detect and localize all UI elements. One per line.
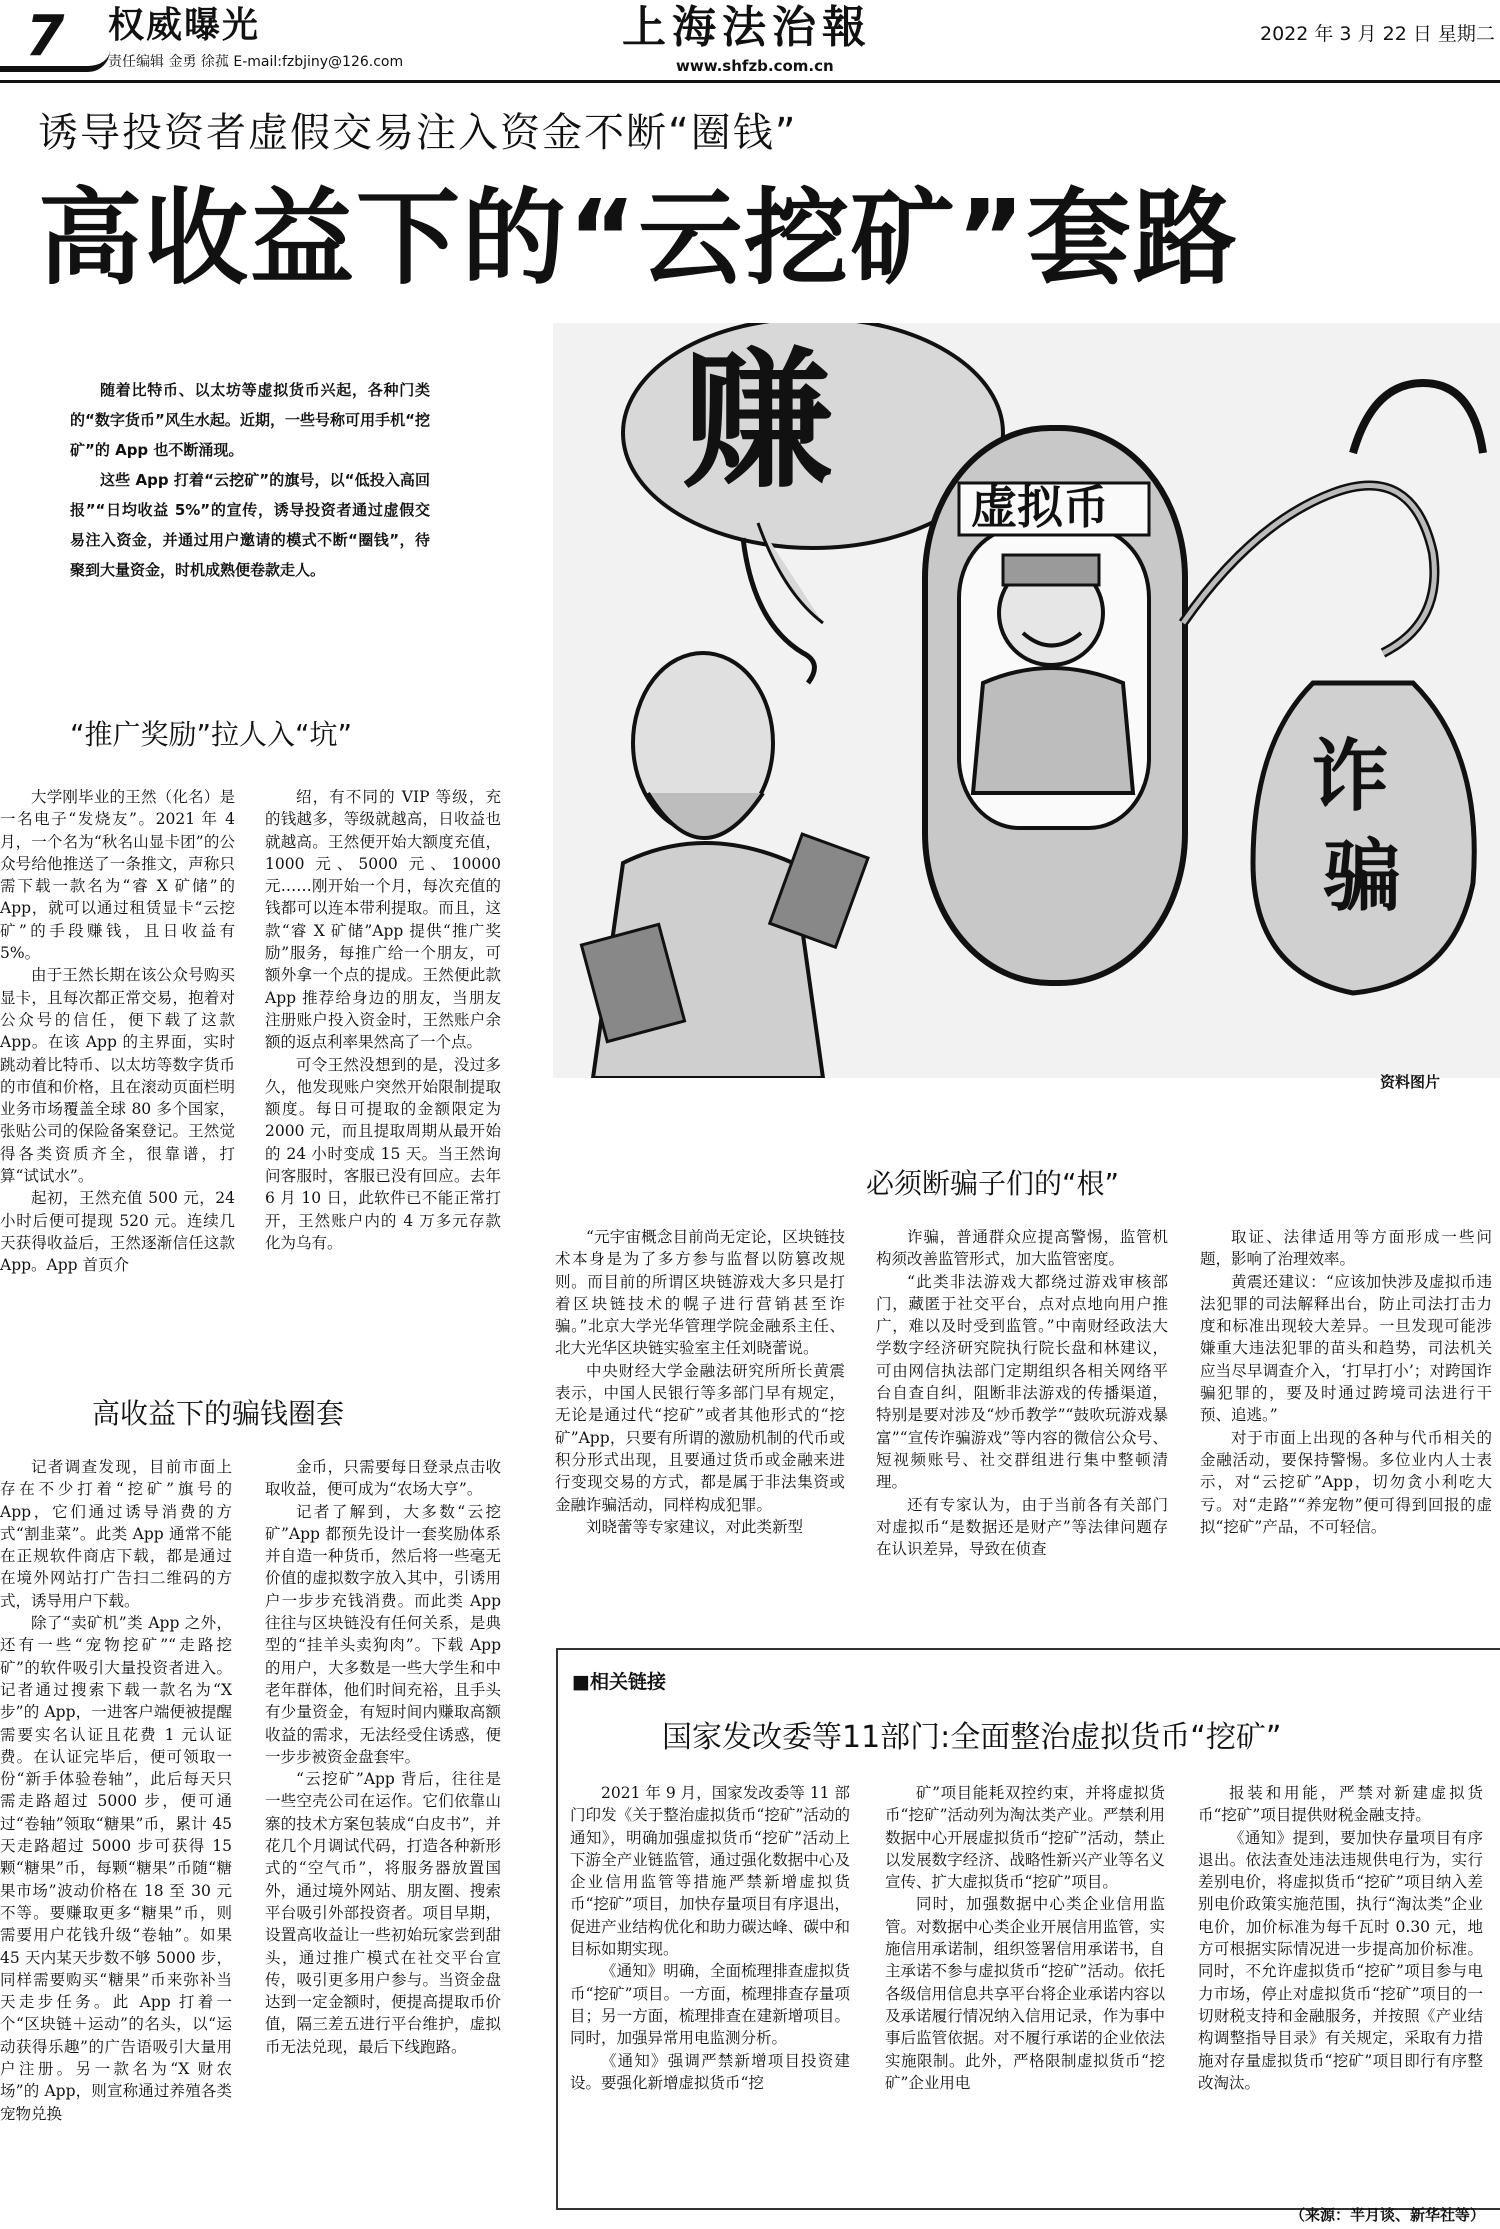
label-earn: 赚 — [683, 335, 834, 509]
section1-column-2 — [265, 786, 501, 1254]
article-lead — [70, 375, 430, 585]
paragraph: 《通知》强调严禁新增项目投资建设。要强化新增虚拟货币“挖 — [570, 2051, 850, 2092]
paragraph: 除了“卖矿机”类 App 之外，还有一些“宠物挖矿”“走路挖矿”的软件吸引大量投资者进入。记者通过搜索下载一款名为“X 步”的 App，一进客户端便被提醒需要实名认证且花费 1 元认证费。在认证完毕后，便可领取一份“新手体验卷轴”，此后每天只需走路超过 5000 步，便可通过“卷轴”领取“糖果”币，累计 45 天走路超过 5000 步可获得 15 颗“糖果”币，每颗“糖果”币随“糖果市场”波动价格在 18 至 30 元不等。要赚取更多“糖果”币，则需要用户花钱升级“卷轴”。如果 45 天内某天步数不够 5000 步，同样需要购买“糖果”币来弥补当天走步任务。此 App 打着一个“区块链＋运动”的名头，以“运动获得乐趣”的广告语吸引大量用户注册。另一款名为“X 财农场”的 App，则宣称通过养殖各类宠物兑换 — [0, 1614, 232, 2123]
page-number-swoosh — [0, 50, 110, 72]
paragraph: 可令王然没想到的是，没过多久，他发现账户突然开始限制提取额度。每日可提取的金额限定为 2000 元，而且提取周期从最开始的 24 小时变成 15 天。当王然询问客服时，客服已没有回应。去年 6 月 10 日，此软件已不能正常打开，王然账户内的 4 万多元存款化为乌有。 — [265, 1055, 501, 1252]
illustration-caption: 资料图片 — [1380, 1073, 1441, 1091]
paragraph: “此类非法游戏大都绕过游戏审核部门，藏匿于社交平台，点对点地向用户推广，难以及时受到监管。”中南财经政法大学数字经济研究院执行院长盘和林建议，可由网信执法部门定期组织各相关网络平台自查自纠，阻断非法游戏的传播渠道，特别是要对涉及“炒币教学”“鼓吹玩游戏暴富”“宣传诈骗游戏”等内容的微信公众号、短视频账号、社交群组进行集中整顿清理。 — [876, 1272, 1168, 1492]
paragraph: 由于王然长期在该公众号购买显卡，且每次都正常交易，抱着对公众号的信任，便下载了这款 App。在该 App 的主界面，实时跳动着比特币、以太坊等数字货币的市值和价格，且在滚动页面栏明业务市场覆盖全球 80 多个国家，张贴公司的保险备案登记。王然觉得各类资质齐全，很靠谱，打算“试试水”。 — [0, 966, 235, 1186]
paragraph: 记者了解到，大多数“云挖矿”App 都预先设计一套奖励体系并自造一种货币，然后将一些毫无价值的虚拟数字放入其中，引诱用户一步步充钱消费。而此类 App 往往与区块链没有任何关系，是典型的“挂羊头卖狗肉”。下载 App 的用户，大多数是一些大学生和中老年群体，他们时间充裕，且手头有少量资金，有短时间内赚取高额收益的需求，无法经受住诱惑，便一步步被资金盘套牢。 — [265, 1502, 501, 1766]
section3-heading: 必须断骗子们的“根” — [866, 1167, 1120, 1200]
section3-column-3 — [1200, 1226, 1492, 1538]
paragraph: 同时，加强数据中心类企业信用监管。对数据中心类企业开展信用监管，实施信用承诺制，组织签署信用承诺书，自主承诺不参与虚拟货币“挖矿”活动。依托各级信用信息共享平台将企业承诺内容以及承诺履行情况纳入信用记录，作为事中事后监管依据。对不履行承诺的企业依法实施限制。此外，严格限制虚拟货币“挖矿”企业用电 — [885, 1895, 1165, 2092]
paragraph: 对于市面上出现的各种与代币相关的金融活动，要保持警惕。多位业内人士表示，对“云挖矿”App，切勿贪小利吃大亏。对“走路”“养宠物”便可得到回报的虚拟“挖矿”产品，不可轻信。 — [1200, 1428, 1492, 1536]
source-credit: （来源：半月谈、新华社等） — [1290, 2206, 1486, 2224]
header-rule — [0, 80, 1500, 83]
section3-column-1 — [555, 1226, 845, 1538]
section2-column-1 — [0, 1456, 232, 2125]
related-column-2 — [885, 1782, 1165, 2094]
website-url: www.shfzb.com.cn — [676, 57, 834, 75]
paragraph: 《通知》明确，全面梳理排查虚拟货币“挖矿”项目。一方面，梳理排查存量项目；另一方面，梳理排查在建新增项目。同时，加强异常用电监测分析。 — [570, 1962, 850, 2048]
paragraph: 诈骗，普通群众应提高警惕，监管机构须改善监管形式，加大监管密度。 — [876, 1228, 1168, 1269]
paragraph: 大学刚毕业的王然（化名）是一名电子“发烧友”。2021 年 4 月，一个名为“秋名山显卡团”的公众号给他推送了一条推文，声称只需下载一款名为“睿 X 矿储”的 App，就可以通过租赁显卡“云挖矿”的手段赚钱，且日收益有 5%。 — [0, 788, 235, 963]
paragraph: 黄震还建议：“应该加快涉及虚拟币违法犯罪的司法解释出台，防止司法打击力度和标准出现较大差异。一旦发现可能涉嫌重大违法犯罪的苗头和趋势，司法机关应当尽早调查介入，‘打早打小’；对跨国诈骗犯罪的，要及时通过跨境司法进行干预、追逃。” — [1200, 1272, 1492, 1425]
paragraph: 起初，王然充值 500 元，24 小时后便可提现 520 元。连续几天获得收益后，王然逐渐信任这款 App。App 首页介 — [0, 1189, 235, 1275]
related-link-title: 国家发改委等11部门:全面整治虚拟货币“挖矿” — [662, 1720, 1282, 1755]
paragraph: 矿”项目能耗双控约束，并将虚拟货币“挖矿”活动列为淘汰类产业。严禁利用数据中心开展虚拟货币“挖矿”活动，禁止以发展数字经济、战略性新兴产业等名义宣传、扩大虚拟货币“挖矿”项目。 — [885, 1784, 1165, 1892]
paragraph: “云挖矿”App 背后，往往是一些空壳公司在运作。它们依靠山寨的技术方案包装成“白皮书”，并花几个月调试代码，打造各种新形式的“空气币”，将服务器放置国外，通过境外网站、朋友圈、搜索平台吸引外部投资者。项目早期，设置高收益让一些初始玩家尝到甜头，通过推广模式在社交平台宣传，吸引更多用户参与。当资金盘达到一定金额时，便提高提取币价值，隔三差五进行平台维护，虚拟币无法兑现，最后下线跑路。 — [265, 1770, 501, 2056]
masthead-logo: 上海法治報 — [622, 2, 872, 53]
label-virtual-coin: 虚拟币 — [971, 480, 1109, 534]
paragraph: 刘晓蕾等专家建议，对此类新型 — [586, 1517, 804, 1536]
paragraph: 记者调查发现，目前市面上存在不少打着“挖矿”旗号的 App，它们通过诱导消费的方式“割韭菜”。此类 App 通常不能在正规软件商店下载，都是通过在境外网站打广告扫二维码的方式，诱导用户下载。 — [0, 1458, 232, 1610]
paragraph: 金币，只需要每日登录点击收取收益，便可成为“农场大亨”。 — [265, 1458, 501, 1499]
section2-column-2 — [265, 1456, 501, 2058]
editors-line: 责任编辑 金勇 徐菰 E-mail:fzbjiny@126.com — [108, 54, 404, 70]
lead-paragraph: 随着比特币、以太坊等虚拟货币兴起，各种门类的“数字货币”风生水起。近期，一些号称可用手机“挖矿”的 App 也不断涌现。 — [70, 381, 430, 459]
lead-paragraph: 这些 App 打着“云挖矿”的旗号，以“低投入高回报”“日均收益 5%”的宣传，诱导投资者通过虚假交易注入资金，并通过用户邀请的模式不断“圈钱”，待聚到大量资金，时机成熟便卷款走人。 — [70, 471, 430, 579]
paragraph: 《通知》提到，要加快存量项目有序退出。依法查处违法违规供电行为，实行差别电价，将虚拟货币“挖矿”项目纳入差别电价政策实施范围，执行“淘汰类”企业电价，加价标准为每千瓦时 0.30 元，地方可根据实际情况进一步提高加价标准。同时，不允许虚拟货币“挖矿”项目参与电力市场，停止对虚拟货币“挖矿”项目的一切财税支持和金融服务，并按照《产业结构调整指导目录》有关规定，采取有力措施对存量虚拟货币“挖矿”项目即行有序整改淘汰。 — [1198, 1828, 1483, 2092]
label-fraud-2: 骗 — [1323, 832, 1402, 922]
paragraph: “元宇宙概念目前尚无定论，区块链技术本身是为了多方参与监督以防篡改规则。而目前的所谓区块链游戏大多只是打着区块链技术的幌子进行营销甚至诈骗。”北京大学光华管理学院金融系主任、北大光华区块链实验室主任刘晓蕾说。 — [555, 1228, 845, 1358]
paragraph: 取证、法律适用等方面形成一些问题，影响了治理效率。 — [1200, 1228, 1492, 1269]
section2-heading: 高收益下的骗钱圈套 — [92, 1397, 345, 1430]
paragraph: 中央财经大学金融法研究所所长黄震表示，中国人民银行等多部门早有规定，无论是通过代“挖矿”或者其他形式的“挖矿”App，只要有所谓的激励机制的代币或积分形式出现，且要通过货币或金融来进行变现交易的方式，都是属于非法集资或金融诈骗活动，同样构成犯罪。 — [555, 1361, 845, 1514]
cartoon-svg — [553, 323, 1500, 1078]
article-subhead: 诱导投资者虚假交易注入资金不断“圈钱” — [38, 110, 798, 156]
paragraph: 报装和用能，严禁对新建虚拟货币“挖矿”项目提供财税金融支持。 — [1198, 1784, 1483, 1825]
paragraph: 2021 年 9 月，国家发改委等 11 部门印发《关于整治虚拟货币“挖矿”活动的通知》，明确加强虚拟货币“挖矿”活动上下游全产业链监管，通过强化数据中心及企业信用监管等措施严禁新增虚拟货币“挖矿”项目，加快存量项目有序退出，促进产业结构优化和助力碳达峰、碳中和目标如期实现。 — [570, 1784, 850, 1959]
article-headline: 高收益下的“云挖矿”套路 — [38, 177, 1239, 299]
dateline: 2022 年 3 月 22 日 星期二 — [1260, 23, 1495, 45]
paragraph: 还有专家认为，由于当前各有关部门对虚拟币“是数据还是财产”等法律问题存在认识差异，导致在侦查 — [876, 1495, 1168, 1559]
paragraph: 绍，有不同的 VIP 等级，充的钱越多，等级就越高，日收益也就越高。王然便开始大额度充值，1000 元、5000 元、10000 元……刚开始一个月，每次充值的钱都可以连本带利提取。而且，这款“睿 X 矿储”App 提供“推广奖励”服务，每推广给一个朋友，可额外拿一个点的提成。王然便此款 App 推荐给身边的朋友，当朋友注册账户投入资金时，王然账户余额的返点利率果然高了一个点。 — [265, 788, 501, 1052]
page-number: 7 — [25, 4, 65, 69]
section-name: 权威曝光 — [108, 5, 261, 46]
related-link-tag: ■相关链接 — [572, 1671, 666, 1693]
related-column-1 — [570, 1782, 850, 2094]
label-fraud-1: 诈 — [1311, 732, 1390, 822]
cartoon-illustration — [553, 323, 1500, 1078]
section1-heading: “推广奖励”拉人入“坑” — [70, 718, 353, 751]
related-column-3 — [1198, 1782, 1483, 2094]
section1-column-1 — [0, 786, 235, 1277]
section3-column-2 — [876, 1226, 1168, 1560]
